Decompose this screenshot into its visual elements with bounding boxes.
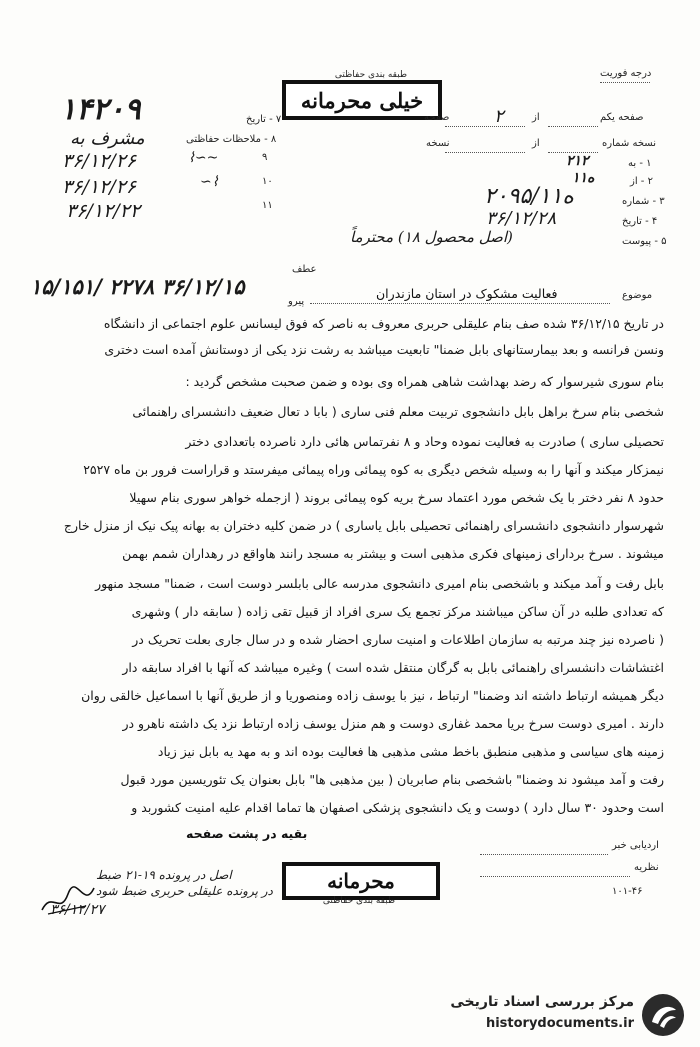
- copy-label: نسخه: [426, 138, 450, 149]
- hand-footer-note-1: اصل در پرونده ۱۹-۲۱ ضبط: [96, 868, 232, 882]
- field-row5-label: ۵ - پیوست: [622, 236, 667, 247]
- body-line: میشوند . سرخ بردارای زمینهای فکری مذهبی است و بیشتر به مسجد رانند هاواقع در رهداران شمم بهمن: [122, 546, 664, 561]
- hand-reference: ۱۵/۱۵۱/ ۲۲۷۸ ۳۶/۱۲/۱۵: [30, 274, 245, 299]
- body-line: زمینه های سیاسی و مذهبی منطبق باخط مشی مذهبی ها فعالیت بوده اند و به مهد یه بابل نیز زیاد: [157, 744, 664, 759]
- body-line: ونسن فرانسه و بعد بیمارستانهای بابل ضمنا" تابعیت میباشد به رشت نزد یکی از دوستانش آمده است دختری: [104, 342, 664, 357]
- left-row10-label: ۱۰: [262, 176, 273, 187]
- classification-caption-bottom: طبقه بندی حفاظتی: [322, 896, 396, 906]
- atf-label: عطف: [292, 264, 317, 275]
- body-line: بابل رفت و آمد میکند و باشخصی بنام امیری دانشجوی مدرسه عالی بابلسر دوست است ، ضمنا" مسجد منهور: [95, 576, 664, 591]
- page-total: ۲: [494, 106, 504, 127]
- body-line: ( ناصرده نیز چند مرتبه به سازمان اطلاعات و امنیت ساری احضار شده و در سال جاری بعلت تحریک در: [132, 632, 664, 647]
- hand-scribble-1: ⌇∽~: [188, 150, 219, 166]
- body-line: که تعدادی طلبه در آن ساکن میباشند مرکز تجمع یک سری افراد از قبیل تقی زاده ( سابقه دار ) وشهری: [131, 604, 664, 619]
- watermark-text-en: historydocuments.ir: [485, 1016, 634, 1031]
- signature-mark: [38, 880, 98, 920]
- subject-label: موضوع: [622, 290, 653, 301]
- body-line: شهرسوار دانشجوی دانشسرای راهنمائی تحصیلی بابل یاساری ) در ضمن کلیه دختران به بهانه پیک نیک از منزل خارج: [63, 518, 664, 533]
- body-line: اغتشاشات دانشسرای راهنمائی بابل به گرگان منتقل شده است ) وغیره میباشد که آنها با افراد سابقه دار: [122, 660, 664, 675]
- classification-caption-top: طبقه بندی حفاظتی: [334, 70, 408, 80]
- field-row3-value: ۲۰۹۵/۱ه۱: [484, 184, 574, 209]
- body-line: دیگر همیشه ارتباط داشته اند وضمنا" ارتباط ، نیز با یوسف زاده ومنصوریا و از طریق آنها با اسماعیل خالقی روان: [81, 688, 664, 703]
- hamdabi-dots: [480, 854, 608, 855]
- copy-number-label: نسخه شماره: [602, 138, 656, 149]
- peyro-label: پیرو: [288, 296, 305, 307]
- body-line: است وحدود ۳۰ سال دارد ) دوست و یک دانشجوی پزشکی اصفهان ها تماما اقدام علیه امنیت کشوربد و: [131, 800, 664, 815]
- page-of-label: از: [532, 112, 540, 123]
- body-line: شخصی بنام سرخ براهل بابل دانشجوی تربیت معلم فنی ساری ( بابا د تعال ضعیف دانشسرای راهنمائی: [132, 404, 664, 419]
- urgency-label: درجه فوریت: [600, 68, 652, 79]
- body-line: دارند . امیری دوست سرخ بریا محمد غفاری دوست و هم منزل یوسف زاده ارتباط نزد یک داشته ناهرو در: [122, 716, 664, 731]
- hand-footer-note-2: در پرونده علیقلی حربری ضبط شود: [96, 884, 273, 898]
- hamdabi-label: اردیابی خبر: [612, 840, 659, 851]
- body-line: نیمزکار میکند و آنها را به وسیله شخص دیگری به کوه پیمائی وراه پیمائی میفرستد و قراراست فرور بن ماه ۲۵۲۷: [83, 462, 664, 477]
- field-row4-label: ۴ - تاریخ: [622, 216, 658, 227]
- hand-signature: ۳۶/۱۲/۲۷: [50, 902, 105, 918]
- left-row8-label: ۸ - ملاحظات حفاظتی: [186, 134, 277, 145]
- copy-of-label: از: [532, 138, 540, 149]
- left-row7-label: ۷ - تاریخ: [246, 114, 282, 125]
- subject-dots: [310, 303, 610, 304]
- hand-date-2: ۳۶/۱۲/۲۶: [62, 176, 137, 198]
- continuation-note: بقیه در پشت صفحه: [186, 826, 308, 841]
- field-row5-value: (اصل محصول ۱۸) محترماً: [350, 228, 513, 246]
- left-row11-label: ۱۱: [262, 200, 273, 211]
- nazariyeh-label: نظریه: [634, 862, 659, 873]
- body-line: تحصیلی ساری ) صادرت به فعالیت نموده وحاد و ۸ نفرتماس هائی دارد ناصرده باتعدادی دختر: [185, 434, 664, 449]
- classification-stamp-bottom-text: محرمانه: [327, 869, 395, 893]
- nazariyeh-dots: [480, 876, 630, 877]
- field-row4-value: ۳۶/۱۲/۲۸: [486, 208, 557, 229]
- hand-date-3: ۳۶/۱۲/۲۲: [66, 200, 141, 222]
- hand-date-1: ۳۶/۱۲/۲۶: [62, 150, 137, 172]
- hand-number: ۱۴۲۰۹: [60, 92, 141, 127]
- classification-stamp-bottom: [282, 862, 440, 900]
- field-row1-label: ۱ - به: [628, 158, 652, 169]
- field-row2-label: ۲ - از: [630, 176, 653, 187]
- body-line: در تاریخ ۳۶/۱۲/۱۵ شده صف بنام علیقلی حربری معروف به ناصر که فوق لیسانس علوم اجتماعی از دانشگاه: [103, 316, 664, 331]
- hand-scribble-2: ∽⌇: [200, 174, 219, 190]
- hand-note: مشرف به: [70, 128, 145, 149]
- form-code: ۱۰۱-۴۶: [612, 886, 643, 897]
- field-row2-value: ۱ه۱: [572, 170, 595, 186]
- classification-stamp-top: [282, 80, 442, 120]
- field-row1-value: ۲۱۲: [566, 153, 589, 169]
- page-label: صفحه: [424, 112, 450, 123]
- field-row3-label: ۳ - شماره: [622, 196, 665, 207]
- watermark-logo: [440, 990, 690, 1040]
- urgency-dots: [600, 82, 650, 83]
- page-first-dots: [548, 126, 598, 127]
- page-dots: [445, 126, 525, 127]
- copy-dots: [445, 152, 525, 153]
- body-line: رفت و آمد میشود ند وضمنا" باشخصی بنام صابریان ( بین مذهبی ها" بابل بعنوان یک تئوریسین مورد قبول: [120, 772, 664, 787]
- body-line: بنام سوری شیرسوار که رضد بهداشت شاهی همراه وی بوده و ضمن صحبت مشخص گردید :: [185, 374, 664, 389]
- subject-text: فعالیت مشکوک در استان مازندران: [376, 286, 558, 301]
- classification-stamp-text: خیلی محرمانه: [300, 87, 424, 113]
- archive-emblem-icon: [640, 992, 686, 1038]
- body-line: حدود ۸ نفر دختر با یک شخص مورد اعتماد سرخ بریه کوه پیمائی بروند ( ازجمله خواهر سوری بنام سهیلا: [129, 490, 664, 505]
- watermark-text-fa: مرکز بررسی اسناد تاریخی: [450, 994, 634, 1010]
- left-row9-label: ۹: [262, 152, 268, 163]
- page-first-label: صفحه یکم: [600, 112, 644, 123]
